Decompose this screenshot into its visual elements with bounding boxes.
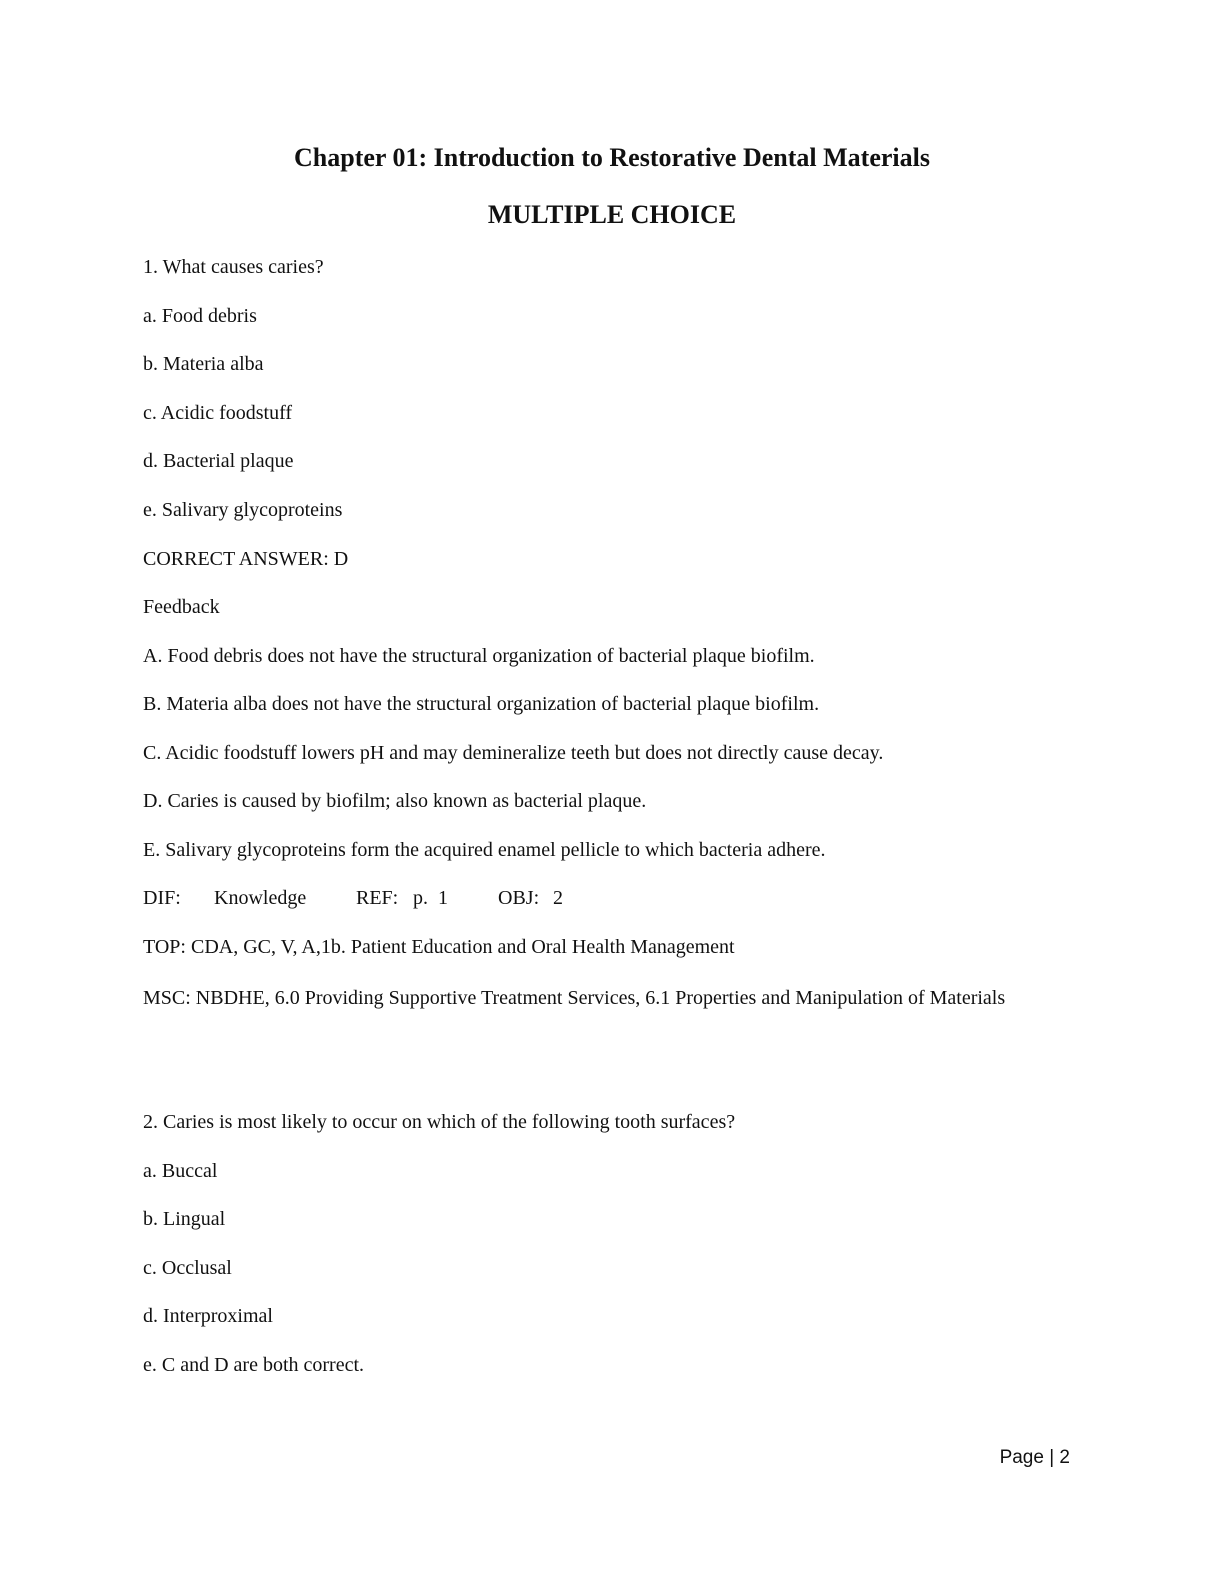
question-1-feedback-e: E. Salivary glycoproteins form the acquired enamel pellicle to which bacteria adhere. bbox=[143, 839, 826, 861]
question-2-option-b: b. Lingual bbox=[143, 1208, 226, 1230]
section-title: MULTIPLE CHOICE bbox=[487, 200, 737, 229]
question-2-text: 2. Caries is most likely to occur on which of the following tooth surfaces? bbox=[143, 1111, 736, 1133]
question-1-option-a: a. Food debris bbox=[143, 305, 257, 327]
question-1-dif-label: DIF: bbox=[143, 887, 181, 909]
question-1-option-d: d. Bacterial plaque bbox=[143, 450, 294, 472]
question-1-feedback-b: B. Materia alba does not have the structural organization of bacterial plaque biofilm. bbox=[143, 693, 820, 715]
question-1-option-c: c. Acidic foodstuff bbox=[143, 402, 293, 424]
question-1-top: TOP: CDA, GC, V, A,1b. Patient Education and Oral Health Management bbox=[143, 936, 735, 958]
question-2-option-c: c. Occlusal bbox=[143, 1257, 232, 1279]
question-1-ref-value: p. 1 bbox=[413, 887, 448, 909]
question-1-feedback-label: Feedback bbox=[143, 596, 220, 618]
question-2-option-e: e. C and D are both correct. bbox=[143, 1354, 365, 1376]
question-1-correct-answer: CORRECT ANSWER: D bbox=[143, 548, 349, 570]
question-2-option-a: a. Buccal bbox=[143, 1160, 218, 1182]
question-1-feedback-c: C. Acidic foodstuff lowers pH and may demineralize teeth but does not directly cause decay. bbox=[143, 742, 884, 764]
question-2-option-d: d. Interproximal bbox=[143, 1305, 273, 1327]
question-1-msc: MSC: NBDHE, 6.0 Providing Supportive Treatment Services, 6.1 Properties and Manipulation of Materials bbox=[143, 987, 1006, 1009]
question-1-feedback-d: D. Caries is caused by biofilm; also known as bacterial plaque. bbox=[143, 790, 647, 812]
question-1-option-e: e. Salivary glycoproteins bbox=[143, 499, 343, 521]
question-1-ref-label: REF: bbox=[356, 887, 399, 909]
question-1-obj-value: 2 bbox=[553, 887, 563, 909]
question-1-dif-value: Knowledge bbox=[214, 887, 307, 909]
page-number: Page | 2 bbox=[999, 1447, 1070, 1468]
chapter-title: Chapter 01: Introduction to Restorative Dental Materials bbox=[294, 143, 930, 172]
question-1-text: 1. What causes caries? bbox=[143, 256, 324, 278]
question-1-obj-label: OBJ: bbox=[498, 887, 540, 909]
question-1-option-b: b. Materia alba bbox=[143, 353, 264, 375]
question-1-feedback-a: A. Food debris does not have the structural organization of bacterial plaque biofilm. bbox=[143, 645, 815, 667]
